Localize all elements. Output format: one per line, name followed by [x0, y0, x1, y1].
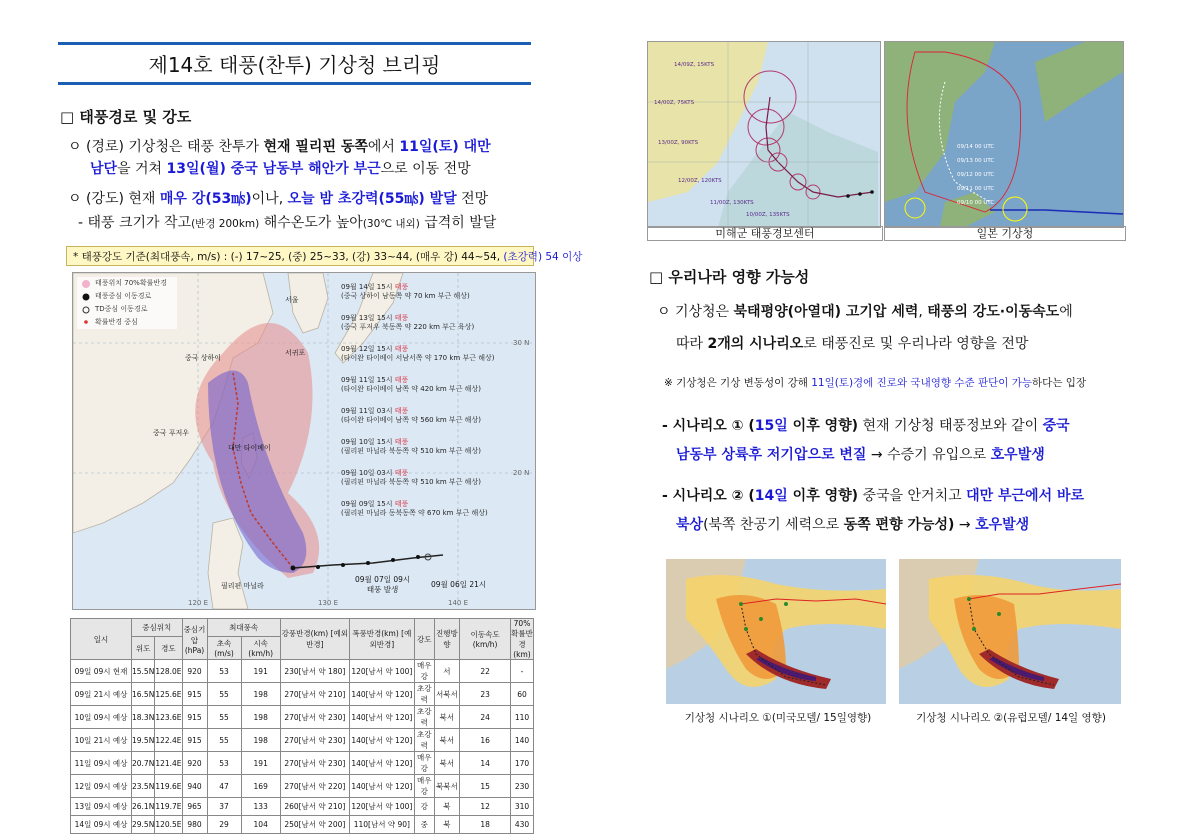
table-cell: 북북서 [434, 775, 460, 798]
impact-text: ㅇ 기상청은 북태평양(아열대) 고기압 세력, 태풍의 강도·이동속도에 [657, 304, 1073, 320]
place-seogwipo: 서귀포 [285, 349, 306, 357]
lon-120: 120 E [188, 599, 209, 607]
table-cell: 매우강 [414, 752, 434, 775]
table-row [71, 798, 534, 816]
table-cell: 09일 09시 현재 [71, 660, 132, 683]
table-cell: 140[남서 약 120] [349, 775, 414, 798]
th-intensity: 강도 [414, 619, 434, 660]
table-cell: 270[남서 약 230] [280, 706, 349, 729]
th-pressure: 중심기압 (hPa) [182, 619, 207, 660]
table-cell: 10일 21시 예상 [71, 729, 132, 752]
table-cell: 매우강 [414, 775, 434, 798]
table-cell: 29 [207, 816, 241, 834]
route-text: ㅇ (경로) 기상청은 태풍 찬투가 현재 필리핀 동쪽에서 11일(토) 대만 [68, 139, 491, 155]
table-cell: 250[남서 약 200] [280, 816, 349, 834]
table-cell: 23 [460, 683, 511, 706]
table-cell: 중 [414, 816, 434, 834]
th-gale: 강풍반경(km) [예외반경] [280, 619, 349, 660]
table-cell: 60 [511, 683, 534, 706]
place-fuzhou: 중국 푸저우 [153, 429, 190, 437]
table-cell: 133 [241, 798, 280, 816]
table-cell: 270[남서 약 230] [280, 729, 349, 752]
section-title-impact: □ 우리나라 영향 가능성 [649, 268, 810, 286]
map-legend: 태풍위치 70%확률반경 태풍중심 이동경로 TD중심 이동경로 확률반경 중심 [95, 279, 167, 326]
table-row [71, 775, 534, 798]
jtwc-label: 12/00Z, 120KTS [678, 178, 722, 184]
lat-30: 30 N [513, 339, 530, 347]
table-cell: 119.7E [155, 798, 182, 816]
size-text: - 태풍 크기가 작고(반경 200km) 해수온도가 높아(30℃ 내외) 급격히 발달 [78, 215, 497, 231]
table-cell: 120[남서 약 100] [349, 798, 414, 816]
table-cell: 55 [207, 729, 241, 752]
table-cell: 14 [460, 752, 511, 775]
table-cell: 915 [182, 706, 207, 729]
table-cell: 14일 09시 예상 [71, 816, 132, 834]
table-cell: 121.4E [155, 752, 182, 775]
lon-130: 130 E [318, 599, 339, 607]
scenario2-caption: 기상청 시나리오 ②(유럽모델/ 14일 영향) [916, 712, 1106, 724]
typhoon-track-map [72, 272, 536, 610]
table-cell: 북 [434, 816, 460, 834]
lon-140: 140 E [448, 599, 469, 607]
table-cell: 310 [511, 798, 534, 816]
table-row [71, 683, 534, 706]
table-cell: 191 [241, 660, 280, 683]
table-cell: 140[남서 약 120] [349, 752, 414, 775]
table-cell: 140[남서 약 120] [349, 683, 414, 706]
table-cell: 15.5N [132, 660, 155, 683]
table-row [71, 816, 534, 834]
forecast-item: 09월 11일 03시 태풍 (타이완 타이베이 남쪽 약 560 km 부근 해상) [341, 407, 481, 424]
scenario2-map [899, 559, 1121, 704]
table-cell: 191 [241, 752, 280, 775]
scenario2-text: - 시나리오 ② (14일 이후 영향) 중국을 안거치고 대만 부근에서 바로 [662, 488, 1085, 504]
table-row [71, 729, 534, 752]
place-seoul: 서울 [285, 296, 299, 304]
table-cell: 12일 09시 예상 [71, 775, 132, 798]
table-row [71, 706, 534, 729]
forecast-item: 09월 11일 15시 태풍 (타이완 타이베이 남쪽 약 420 km 부근 해상) [341, 376, 481, 393]
jtwc-caption: 미해군 태풍경보센터 [647, 226, 883, 241]
jtwc-label: 11/00Z, 130KTS [710, 200, 754, 206]
place-taipei: 대만 타이베이 [228, 444, 271, 452]
table-cell: 980 [182, 816, 207, 834]
table-cell: 110 [511, 706, 534, 729]
table-cell: 북 [434, 798, 460, 816]
table-cell: 110[남서 약 90] [349, 816, 414, 834]
table-cell: 920 [182, 752, 207, 775]
table-cell: 230[남서 약 180] [280, 660, 349, 683]
table-cell: 260[남서 약 210] [280, 798, 349, 816]
scenario2-text-2: 북상(북쪽 찬공기 세력으로 동쪽 편향 가능성) → 호우발생 [676, 517, 1030, 533]
table-cell: 서 [434, 660, 460, 683]
th-lat: 위도 [132, 637, 155, 660]
table-cell: 23.5N [132, 775, 155, 798]
place-shanghai: 중국 상하이 [185, 354, 222, 362]
forecast-item: 09월 09일 15시 태풍 (필리핀 마닐라 동북동쪽 약 670 km 부근 해상) [341, 500, 488, 517]
table-cell: 매우강 [414, 660, 434, 683]
table-cell: 120[남서 약 100] [349, 660, 414, 683]
table-cell: 18 [460, 816, 511, 834]
page-title: 제14호 태풍(찬투) 기상청 브리핑 [58, 42, 531, 85]
table-cell: 128.0E [155, 660, 182, 683]
scenario1-svg [666, 559, 886, 704]
section-title-route: □ 태풍경로 및 강도 [60, 108, 192, 126]
table-cell: 122.4E [155, 729, 182, 752]
intensity-note: * 태풍강도 기준(최대풍속, m/s) : (-) 17~25, (중) 25~33, (강) 33~44, (매우 강) 44~54, (초강력) 54 이상 [66, 246, 534, 266]
table-cell: 10일 09시 예상 [71, 706, 132, 729]
table-cell: 서북서 [434, 683, 460, 706]
table-cell: 초강력 [414, 729, 434, 752]
table-cell: 920 [182, 660, 207, 683]
strength-text: ㅇ (강도) 현재 매우 강(53㎧)이나, 오늘 밤 초강력(55㎧) 발달 전망 [68, 191, 489, 207]
th-storm: 폭풍반경(km) [예외반경] [349, 619, 414, 660]
scenario1-map [666, 559, 886, 704]
table-cell: 09일 21시 예상 [71, 683, 132, 706]
th-center: 중심위치 [132, 619, 183, 637]
jma-image [884, 41, 1124, 228]
table-cell: 55 [207, 683, 241, 706]
th-prob: 70% 확률반경 (km) [511, 619, 533, 659]
table-cell: 915 [182, 683, 207, 706]
table-cell: 북서 [434, 706, 460, 729]
table-cell: 24 [460, 706, 511, 729]
table-cell: 940 [182, 775, 207, 798]
table-cell: 29.5N [132, 816, 155, 834]
past-label-2: 09월 06일 21시 [431, 580, 487, 589]
th-lon: 경도 [155, 637, 182, 660]
table-cell: 198 [241, 683, 280, 706]
table-cell: - [511, 660, 534, 683]
impact-text-2: 따라 2개의 시나리오로 태풍진로 및 우리나라 영향을 전망 [676, 336, 1029, 352]
table-cell: 20.7N [132, 752, 155, 775]
jma-labels: 09/14 00 UTC 09/13 00 UTC 09/12 00 UTC 09/11 00 UTC 09/10 00 UTC [957, 144, 995, 206]
scenario2-svg [899, 559, 1121, 704]
table-cell: 13일 09시 예상 [71, 798, 132, 816]
table-cell: 47 [207, 775, 241, 798]
table-cell: 170 [511, 752, 534, 775]
th-direction: 진행방향 [434, 619, 460, 660]
table-cell: 965 [182, 798, 207, 816]
table-body [71, 660, 534, 834]
table-cell: 198 [241, 706, 280, 729]
jtwc-image [647, 41, 881, 228]
th-speed: 이동속도 (km/h) [460, 619, 511, 660]
place-manila: 필리핀 마닐라 [221, 582, 264, 590]
table-cell: 140 [511, 729, 534, 752]
forecast-item: 09월 12일 15시 태풍 (타이완 타이베이 서남서쪽 약 170 km 부근 해상) [341, 345, 495, 362]
forecast-item: 09월 10일 03시 태풍 (필리핀 마닐라 북동쪽 약 510 km 부근 해상) [341, 469, 481, 486]
th-maxwind: 최대풍속 [207, 619, 280, 637]
impact-note: ※ 기상청은 기상 변동성이 강해 11일(토)경에 진로와 국내영향 수준 판단이 가능하다는 입장 [664, 377, 1087, 389]
jtwc-label: 10/00Z, 135KTS [746, 212, 790, 218]
table-cell: 140[남서 약 120] [349, 729, 414, 752]
table-row [71, 752, 534, 775]
table-cell: 11일 09시 예상 [71, 752, 132, 775]
table-cell: 37 [207, 798, 241, 816]
th-ms: 초속 (m/s) [207, 637, 241, 660]
jma-caption: 일본 기상청 [884, 226, 1126, 241]
table-cell: 123.6E [155, 706, 182, 729]
table-cell: 18.3N [132, 706, 155, 729]
table-cell: 16.5N [132, 683, 155, 706]
forecast-item: 09월 13일 15시 태풍 (중국 푸저우 북동쪽 약 220 km 부근 육상) [341, 314, 475, 331]
table-cell: 104 [241, 816, 280, 834]
table-cell: 430 [511, 816, 534, 834]
table-cell: 19.5N [132, 729, 155, 752]
jtwc-label: 14/09Z, 15KTS [674, 62, 715, 68]
jma-svg [885, 42, 1123, 227]
table-row [71, 660, 534, 683]
table-cell: 270[남서 약 220] [280, 775, 349, 798]
jtwc-label: 13/00Z, 90KTS [658, 140, 699, 146]
scenario1-text: - 시나리오 ① (15일 이후 영향) 현재 기상청 태풍정보와 같이 중국 [662, 418, 1070, 434]
table-cell: 230 [511, 775, 534, 798]
table-cell: 북서 [434, 752, 460, 775]
scenario1-text-2: 남동부 상륙후 저기압으로 변질 → 수증기 유입으로 호우발생 [676, 447, 1045, 463]
jtwc-svg [648, 42, 880, 227]
table-cell: 198 [241, 729, 280, 752]
table-cell: 55 [207, 706, 241, 729]
table-cell: 강 [414, 798, 434, 816]
table-cell: 26.1N [132, 798, 155, 816]
past-label-1: 09월 07일 09시 태풍 발생 [355, 575, 411, 594]
forecast-item: 09월 14일 15시 태풍 (중국 상하이 남동쪽 약 70 km 부근 해상) [341, 283, 470, 300]
table-cell: 125.6E [155, 683, 182, 706]
table-cell: 16 [460, 729, 511, 752]
scenario1-caption: 기상청 시나리오 ①(미국모델/ 15일영향) [684, 712, 872, 724]
table-cell: 12 [460, 798, 511, 816]
table-cell: 초강력 [414, 683, 434, 706]
th-kmh: 시속 (km/h) [241, 637, 280, 660]
table-cell: 120.5E [155, 816, 182, 834]
th-time: 일시 [71, 619, 132, 660]
route-text-2: 남단을 거쳐 13일(월) 중국 남동부 해안가 부근으로 이동 전망 [90, 161, 471, 177]
table-cell: 22 [460, 660, 511, 683]
forecast-item: 09월 10일 15시 태풍 (필리핀 마닐라 북동쪽 약 510 km 부근 해상) [341, 438, 481, 455]
table-cell: 15 [460, 775, 511, 798]
table-cell: 140[남서 약 120] [349, 706, 414, 729]
forecast-table [70, 618, 534, 834]
forecast-labels [341, 283, 494, 531]
table-cell: 169 [241, 775, 280, 798]
jtwc-label: 14/00Z, 75KTS [654, 100, 695, 106]
table-cell: 915 [182, 729, 207, 752]
table-cell: 53 [207, 660, 241, 683]
table-cell: 270[남서 약 210] [280, 683, 349, 706]
table-cell: 270[남서 약 230] [280, 752, 349, 775]
table-cell: 초강력 [414, 706, 434, 729]
table-cell: 북서 [434, 729, 460, 752]
table-cell: 119.6E [155, 775, 182, 798]
lat-20: 20 N [513, 469, 530, 477]
table-cell: 53 [207, 752, 241, 775]
